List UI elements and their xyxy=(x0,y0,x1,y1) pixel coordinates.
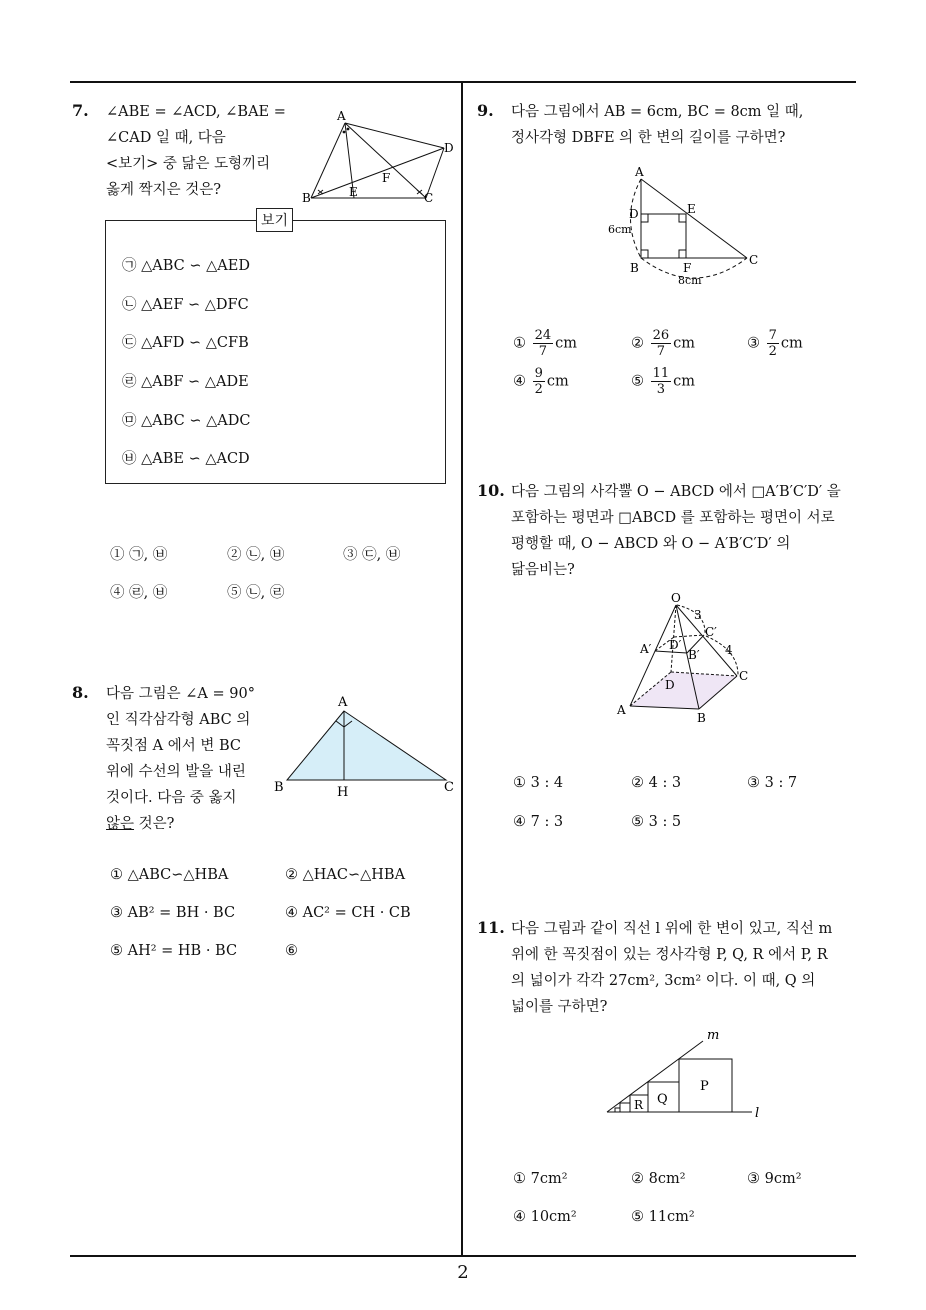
answer-option-1[interactable]: ① △ABC∽△HBA xyxy=(110,867,229,883)
answer-option-4[interactable]: ④ ㉣, ㉥ xyxy=(110,585,168,601)
answer-option-4[interactable]: ④ AC² = CH · CB xyxy=(285,905,411,921)
text-line: ∠ABE = ∠ACD, ∠BAE = xyxy=(106,104,286,120)
answer-option-5[interactable]: ⑤ AH² = HB · BC xyxy=(110,943,238,959)
label-C: C xyxy=(444,780,454,795)
denominator: 7 xyxy=(538,344,548,359)
label-D: D xyxy=(629,207,639,221)
unit: cm xyxy=(673,335,696,352)
bogi-item: ㉡ △AEF ∽ △DFC xyxy=(122,297,249,313)
question-text xyxy=(511,479,841,583)
denominator: 7 xyxy=(656,344,666,359)
answer-option-1[interactable]: ① ㉠, ㉥ xyxy=(110,547,168,563)
text-line: 의 넓이가 각각 27cm², 3cm² 이다. 이 때, Q 의 xyxy=(511,973,816,989)
unit: cm xyxy=(780,335,803,352)
answer-option-5[interactable] xyxy=(631,366,695,397)
unit: cm xyxy=(546,373,569,390)
answer-option-3[interactable]: ③ AB² = BH · BC xyxy=(110,905,236,921)
answer-option-2[interactable]: ② △HAC∽△HBA xyxy=(285,867,406,883)
bogi-item: ㉤ △ABC ∽ △ADC xyxy=(122,413,251,429)
page-number: 2 xyxy=(457,1262,469,1283)
text-line: 닮음비는? xyxy=(511,562,575,578)
text-line: 꼭짓점 A 에서 변 BC xyxy=(106,738,241,754)
label-B-prime: B′ xyxy=(688,648,700,662)
label-R: R xyxy=(634,1098,644,1112)
option-mark: ⑤ xyxy=(631,373,644,390)
label-A-prime: A′ xyxy=(640,642,652,656)
text-line: <보기> 중 닮은 도형끼리 xyxy=(106,156,271,172)
text-line: 인 직각삼각형 ABC 의 xyxy=(106,712,251,728)
answer-option-2[interactable] xyxy=(631,328,695,359)
q7-figure xyxy=(296,104,466,208)
text-line: 정사각형 DBFE 의 한 변의 길이를 구하면? xyxy=(511,130,786,146)
label-A: A xyxy=(337,109,346,123)
text-line: 넓이를 구하면? xyxy=(511,999,608,1015)
fraction xyxy=(533,328,554,359)
denominator: 3 xyxy=(656,382,666,397)
label-length-3: 3 xyxy=(694,608,702,622)
label-C: C xyxy=(749,253,759,267)
question-number: 11. xyxy=(477,918,505,937)
q10-figure xyxy=(610,588,770,728)
question-text xyxy=(511,99,803,151)
label-E: E xyxy=(687,202,696,216)
answer-option-1[interactable] xyxy=(513,328,577,359)
answer-option-3[interactable]: ③ ㉢, ㉥ xyxy=(343,547,401,563)
answer-option-3[interactable] xyxy=(747,328,803,359)
answer-option-1[interactable]: ① 3 : 4 xyxy=(513,775,564,791)
numerator: 7 xyxy=(768,328,777,343)
bogi-item: ㉣ △ABF ∽ △ADE xyxy=(122,374,249,390)
question-text xyxy=(106,681,255,837)
label-P: P xyxy=(700,1079,709,1094)
triangle-fill xyxy=(287,711,446,780)
text-rest: 것은? xyxy=(134,816,175,832)
answer-option-2[interactable]: ② ㉡, ㉥ xyxy=(227,547,285,563)
answer-option-5[interactable]: ⑤ ㉡, ㉣ xyxy=(227,585,285,601)
answer-option-4[interactable]: ④ 7 : 3 xyxy=(513,814,564,830)
question-number: 8. xyxy=(72,683,89,702)
label-D: D xyxy=(665,678,675,692)
label-A: A xyxy=(617,703,626,717)
numerator: 11 xyxy=(652,366,670,381)
label-ab-length: 6cm xyxy=(608,223,632,236)
numerator: 9 xyxy=(534,366,543,381)
denominator: 2 xyxy=(768,344,777,359)
top-rule xyxy=(70,81,856,83)
bogi-item: ㉠ △ABC ∽ △AED xyxy=(122,258,250,274)
option-mark: ③ xyxy=(747,335,760,352)
label-bc-length: 8cm xyxy=(678,274,702,287)
label-m: m xyxy=(707,1028,720,1043)
q8-figure xyxy=(270,690,465,800)
label-D-prime: D′ xyxy=(669,638,682,652)
fraction xyxy=(651,366,672,397)
question-number: 9. xyxy=(477,101,494,120)
bogi-item: ㉢ △AFD ∽ △CFB xyxy=(122,335,249,351)
label-H: H xyxy=(337,785,349,800)
fraction xyxy=(533,366,545,397)
label-B: B xyxy=(630,261,639,275)
option-mark: ① xyxy=(513,335,526,352)
answer-option-4[interactable] xyxy=(513,366,569,397)
text-line: 포함하는 평면과 □ABCD 를 포함하는 평면이 서로 xyxy=(511,510,835,526)
bogi-item: ㉥ △ABE ∽ △ACD xyxy=(122,451,250,467)
question-number: 7. xyxy=(72,101,89,120)
answer-option-1[interactable]: ① 7cm² xyxy=(513,1171,568,1187)
label-D: D xyxy=(444,141,454,155)
question-text xyxy=(106,99,286,203)
label-C-prime: C′ xyxy=(705,625,717,639)
text-line: 다음 그림은 ∠A = 90° xyxy=(106,686,255,702)
option-mark: ④ xyxy=(513,373,526,390)
answer-option-4[interactable]: ④ 10cm² xyxy=(513,1209,577,1225)
answer-option-5[interactable]: ⑤ 11cm² xyxy=(631,1209,695,1225)
option-mark: ② xyxy=(631,335,644,352)
text-line: 다음 그림과 같이 직선 l 위에 한 변이 있고, 직선 m xyxy=(511,921,833,937)
text-line: 다음 그림의 사각뿔 O − ABCD 에서 □A′B′C′D′ 을 xyxy=(511,484,841,500)
label-E: E xyxy=(349,185,358,199)
label-O: O xyxy=(671,591,681,605)
fraction xyxy=(651,328,672,359)
text-line: 위에 한 꼭짓점이 있는 정사각형 P, Q, R 에서 P, R xyxy=(511,947,828,963)
answer-option-2[interactable]: ② 8cm² xyxy=(631,1171,686,1187)
label-B: B xyxy=(274,780,284,795)
text-line: 평행할 때, O − ABCD 와 O − A′B′C′D′ 의 xyxy=(511,536,791,552)
text-line xyxy=(106,811,255,837)
numerator: 26 xyxy=(652,328,670,343)
denominator: 2 xyxy=(534,382,543,397)
text-line: ∠CAD 일 때, 다음 xyxy=(106,130,226,146)
bottom-rule xyxy=(70,1255,856,1257)
label-C: C xyxy=(424,191,434,205)
q9-figure xyxy=(600,162,775,290)
label-length-4: 4 xyxy=(725,643,733,657)
text-line: 다음 그림에서 AB = 6cm, BC = 8cm 일 때, xyxy=(511,104,804,120)
text-line: 옳게 짝지은 것은? xyxy=(106,182,222,198)
label-A: A xyxy=(338,695,348,710)
answer-option-2[interactable]: ② 4 : 3 xyxy=(631,775,682,791)
answer-option-3[interactable]: ③ 9cm² xyxy=(747,1171,802,1187)
unit: cm xyxy=(673,373,696,390)
label-A: A xyxy=(635,165,644,179)
fraction xyxy=(767,328,779,359)
text-line: 위에 수선의 발을 내린 xyxy=(106,764,246,780)
answer-option-3[interactable]: ③ 3 : 7 xyxy=(747,775,798,791)
answer-option-6[interactable]: ⑥ xyxy=(285,943,298,959)
label-F: F xyxy=(382,171,391,185)
bogi-title: 보기 xyxy=(256,208,293,232)
column-divider xyxy=(461,81,463,1257)
numerator: 24 xyxy=(534,328,552,343)
question-number: 10. xyxy=(477,481,505,500)
underlined-word: 않은 xyxy=(106,816,135,832)
label-B: B xyxy=(302,191,311,205)
label-Q: Q xyxy=(657,1092,668,1107)
q11-figure xyxy=(600,1024,780,1124)
text-line: 것이다. 다음 중 옳지 xyxy=(106,790,237,806)
answer-option-5[interactable]: ⑤ 3 : 5 xyxy=(631,814,682,830)
label-F: F xyxy=(683,261,692,275)
label-B: B xyxy=(697,711,706,725)
unit: cm xyxy=(555,335,578,352)
label-l: l xyxy=(755,1106,760,1121)
label-C: C xyxy=(739,669,749,683)
question-text xyxy=(511,916,832,1020)
